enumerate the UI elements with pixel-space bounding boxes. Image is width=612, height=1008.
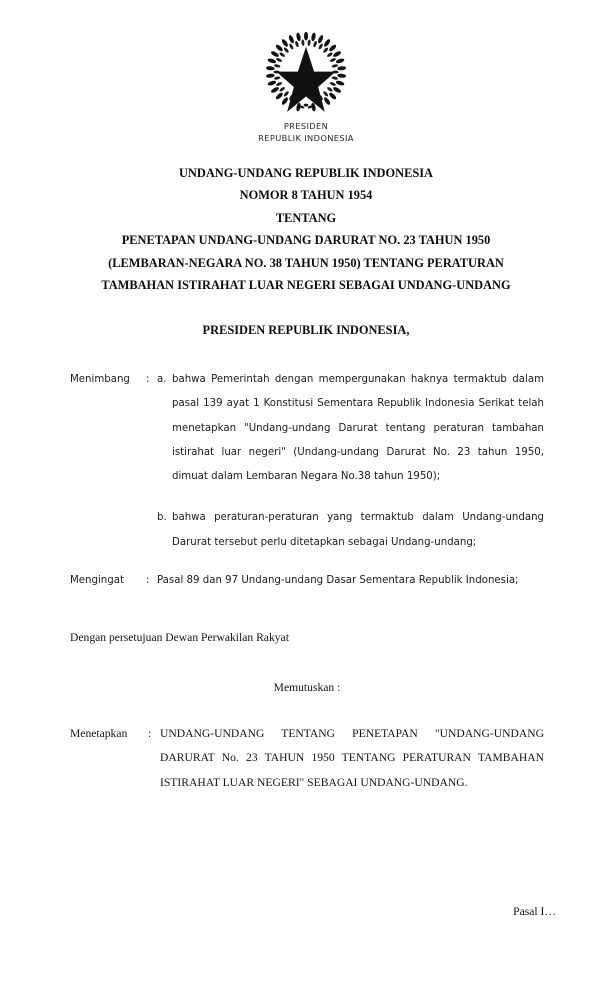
menimbang-item-b bbox=[157, 506, 544, 555]
document-title-block bbox=[56, 162, 556, 296]
mengingat-section bbox=[70, 569, 544, 593]
menimbang-item-a-text: bahwa Pemerintah dengan mempergunakan haknya termaktub dalam pasal 139 ayat 1 Konstitusi Sementara Republik Indonesia Serikat telah menetapkan "Undang-undang Darurat tentang peraturan tambahan istirahat luar negeri" (Undang-undang Darurat No. 23 tahun 1950, dimuat dalam Lembaran Negara No.38 tahun 1950); bbox=[172, 374, 544, 483]
title-line-3: TENTANG bbox=[275, 210, 337, 225]
mengingat-label: Mengingat bbox=[70, 575, 124, 586]
title-line-2: NOMOR 8 TAHUN 1954 bbox=[239, 188, 373, 203]
emblem-caption-line-2: REPUBLIK INDONESIA bbox=[258, 132, 354, 143]
menimbang-item-b-marker: b. bbox=[157, 512, 167, 524]
emblem-caption-line-1: PRESIDEN bbox=[283, 121, 329, 131]
continuation-marker: Pasal I… bbox=[513, 905, 556, 918]
title-line-4: PENETAPAN UNDANG-UNDANG DARURAT NO. 23 TAHUN 1950 bbox=[121, 233, 491, 248]
approval-statement: Dengan persetujuan Dewan Perwakilan Rakyat bbox=[70, 631, 289, 644]
menimbang-item-b-text: bahwa peraturan-peraturan yang termaktub dalam Undang-undang Darurat tersebut perlu ditetapkan sebagai Undang-undang; bbox=[172, 512, 544, 548]
mengingat-text: Pasal 89 dan 97 Undang-undang Dasar Sementara Republik Indonesia; bbox=[157, 575, 519, 586]
presidential-emblem-block bbox=[0, 26, 612, 144]
mengingat-colon: : bbox=[146, 575, 150, 586]
institution-heading: PRESIDEN REPUBLIK INDONESIA, bbox=[202, 323, 410, 337]
menimbang-item-a-marker: a. bbox=[157, 374, 167, 385]
title-line-5: (LEMBARAN-NEGARA NO. 38 TAHUN 1950) TENTANG PERATURAN bbox=[108, 255, 504, 270]
menetapkan-text: UNDANG-UNDANG TENTANG PENETAPAN "UNDANG-UNDANG DARURAT No. 23 TAHUN 1950 TENTANG PERATURAN TAMBAHAN ISTIRAHAT LUAR NEGERI" SEBAGAI UNDANG-UNDANG. bbox=[160, 727, 544, 789]
menimbang-section bbox=[70, 368, 544, 555]
menimbang-label: Menimbang bbox=[70, 374, 130, 385]
menetapkan-section bbox=[70, 722, 544, 795]
title-line-1: UNDANG-UNDANG REPUBLIK INDONESIA bbox=[178, 166, 434, 180]
menetapkan-colon: : bbox=[148, 727, 152, 740]
menimbang-item-a bbox=[157, 368, 544, 489]
title-line-6: TAMBAHAN ISTIRAHAT LUAR NEGERI SEBAGAI UNDANG-UNDANG bbox=[101, 278, 511, 293]
menimbang-colon: : bbox=[146, 374, 150, 385]
presidential-seal-star-wreath-icon bbox=[260, 26, 352, 118]
menetapkan-label: Menetapkan bbox=[70, 727, 128, 740]
emblem-caption bbox=[0, 121, 612, 144]
decision-heading: Memutuskan : bbox=[273, 681, 341, 694]
menimbang-items bbox=[157, 368, 544, 555]
